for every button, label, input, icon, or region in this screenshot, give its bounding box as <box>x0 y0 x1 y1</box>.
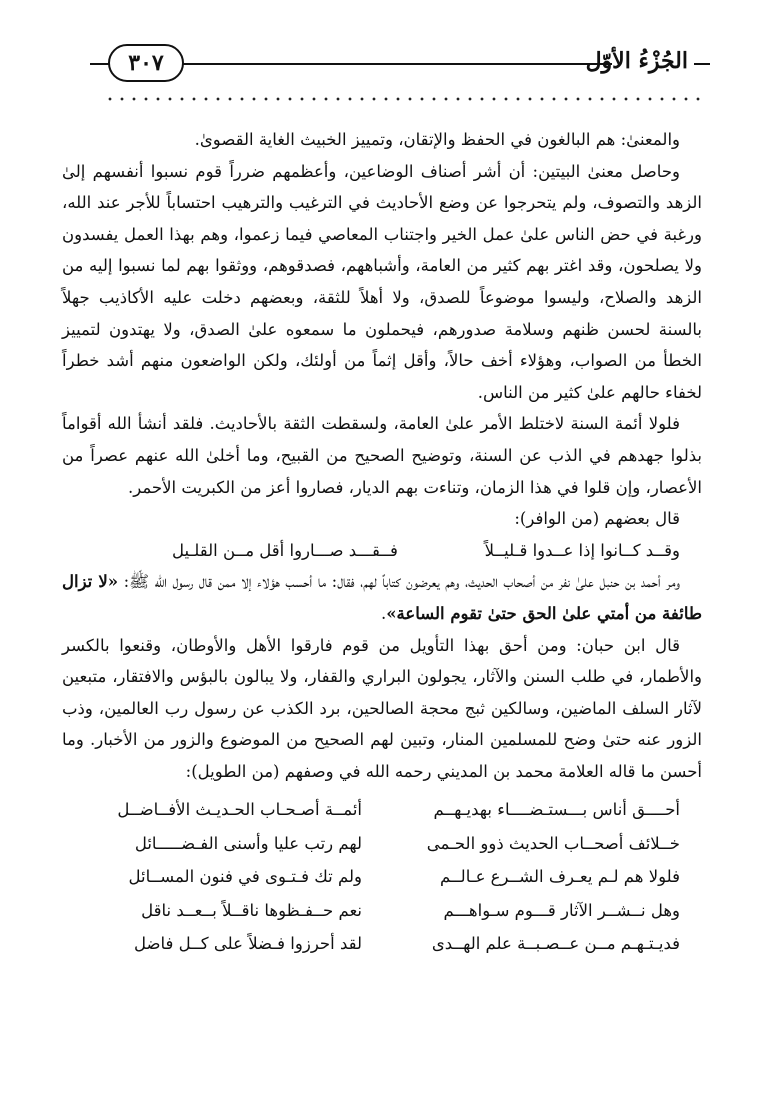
hadith-quote: «لا تزال طائفة من أمتي علىٰ الحق حتىٰ تقوم الساعة» <box>62 572 702 623</box>
poem-couplet <box>62 793 702 827</box>
page-header <box>90 30 710 90</box>
poem-wafir-left-hemistich: فــقـــد صـــاروا أقل مــن القلـيل <box>172 540 398 560</box>
paragraph-summary: وحاصل معنىٰ البيتين: أن أشر أصناف الوضاعين، وأعظمهم ضرراً قوم نسبوا أنفسهم إلىٰ الزهد والتصوف، ولم يتحرجوا عن وضع الأحاديث في الترغيب والترهيب احتساباً للأجر عند الله، ورغبة في حض الناس علىٰ عمل الخير واجتناب المعاصي فيما زعموا، وهم بهذا العمل يفسدون ولا يصلحون، وقد اغتر بهم كثير من العامة، وأشباههم، فصدقوهم، ووثقوا بهم لما نسبوا إليه من الزهد والصلاح، وليسوا موضوعاً للصدق، ولا أهلاً للثقة، وبعضهم دخلت عليه الأكاذيب جهلاً بالسنة لحسن ظنهم وسلامة صدورهم، فيحملون ما سمعوه علىٰ الصدق، ولا يهتدون لتمييز الخطأ من الصواب، وهؤلاء أخف حالاً، وأقل إثماً من أولئك، ولكن الواضعون منهم أشد خطراً لخفاء حالهم علىٰ كثير من الناس. <box>62 161 702 402</box>
poem-right-hemistich: وهل نــشــر الآثار قـــوم سـواهـــم <box>443 900 680 920</box>
body-text <box>62 124 702 961</box>
paragraph-ibn-hibban: قال ابن حبان: ومن أحق بهذا التأويل من قوم فارقوا الأهل والأوطان، وقنعوا بالكسر والأطمار، في طلب السنن والآثار، يجولون البراري والقفار، ولا يبالون بالبؤس والافتقار، متبعين لآثار السلف الماضين، وسالكين ثبج محجة الصالحين، برد الكذب عن رسول رب العالمين، وذب الزور عنه حتىٰ وضح للمسلمين المنار، وتبين لهم الصحيح من الموضوع والزور من الأخبار. وما أحسن ما قاله العلامة محمد بن المديني رحمه الله في وصفهم (من الطويل): <box>62 635 702 781</box>
poem-right-hemistich: فلولا هم لـم يعـرف الشــرع عـالــم <box>440 867 680 887</box>
poem-left-hemistich: أئمــة أصـحـاب الحـديـث الأفــاضــل <box>117 800 362 820</box>
poem-right-hemistich: أحــــق أناس بـــستـضــــاء بهديـهــم <box>433 800 680 820</box>
paragraph-imams: فلولا أئمة السنة لاختلط الأمر علىٰ العامة، ولسقطت الثقة بالأحاديث. فلقد أنشأ الله أقواماً بذلوا جهدهم في الذب عن السنة، وتوضيح الصحيح من القبيح، وما أخلىٰ الله عنهم عصراً من الأعصار، وإن قلوا في هذا الزمان، وتناءت بهم الديار، فصاروا أعز من الكبريت الأحمر. <box>62 414 702 497</box>
poem-left-hemistich: ولم تك فـتـوى في فنون المســائل <box>128 867 362 887</box>
paragraph-ahmad <box>62 566 702 629</box>
poem-couplet <box>62 927 702 961</box>
header-rule-left <box>90 63 110 65</box>
header-rule-right <box>694 63 710 65</box>
running-head: الجُزْءُ الأوّل <box>585 48 688 74</box>
paragraph-ahmad-end: . <box>380 603 387 623</box>
dotted-separator <box>104 94 704 104</box>
poem-couplet <box>62 860 702 894</box>
poem-left-hemistich: لهم رتب عليا وأسنى الفـضـــــائل <box>134 833 362 853</box>
poem-wafir-verse <box>62 535 702 567</box>
paragraph-meaning: والمعنىٰ: هم البالغون في الحفظ والإتقان، وتمييز الخبيث الغاية القصوىٰ. <box>194 130 680 149</box>
paragraph-poem-intro: قال بعضهم (من الوافر): <box>514 509 680 529</box>
poem-left-hemistich: لقد أحرزوا فـضلاً على كــل فاضل <box>133 934 362 954</box>
page-number: ٣٠٧ <box>108 44 184 82</box>
poem-tawil <box>62 793 702 961</box>
poem-couplet <box>62 827 702 861</box>
poem-wafir-right-hemistich: وقــد كــانوا إذا عــدوا قـليــلاً <box>484 540 680 560</box>
poem-right-hemistich: خــلائف أصحــاب الحديث ذوو الحـمى <box>426 833 680 853</box>
poem-couplet <box>62 894 702 928</box>
paragraph-ahmad-text: ومر أحمد بن حنبل علىٰ نفر من أصحاب الحديث، وهم يعرضون كتاباً لهم، فقال: ما أحسب هؤلاء إلا ممن قال رسول الله ﷺ: <box>118 572 680 592</box>
poem-right-hemistich: فديـتـهـم مــن عــصـبــة علم الهــدى <box>431 934 680 954</box>
header-rule-middle <box>182 63 612 65</box>
poem-left-hemistich: نعم حــفـظوها ناقــلاً بــعــد ناقل <box>141 900 362 920</box>
